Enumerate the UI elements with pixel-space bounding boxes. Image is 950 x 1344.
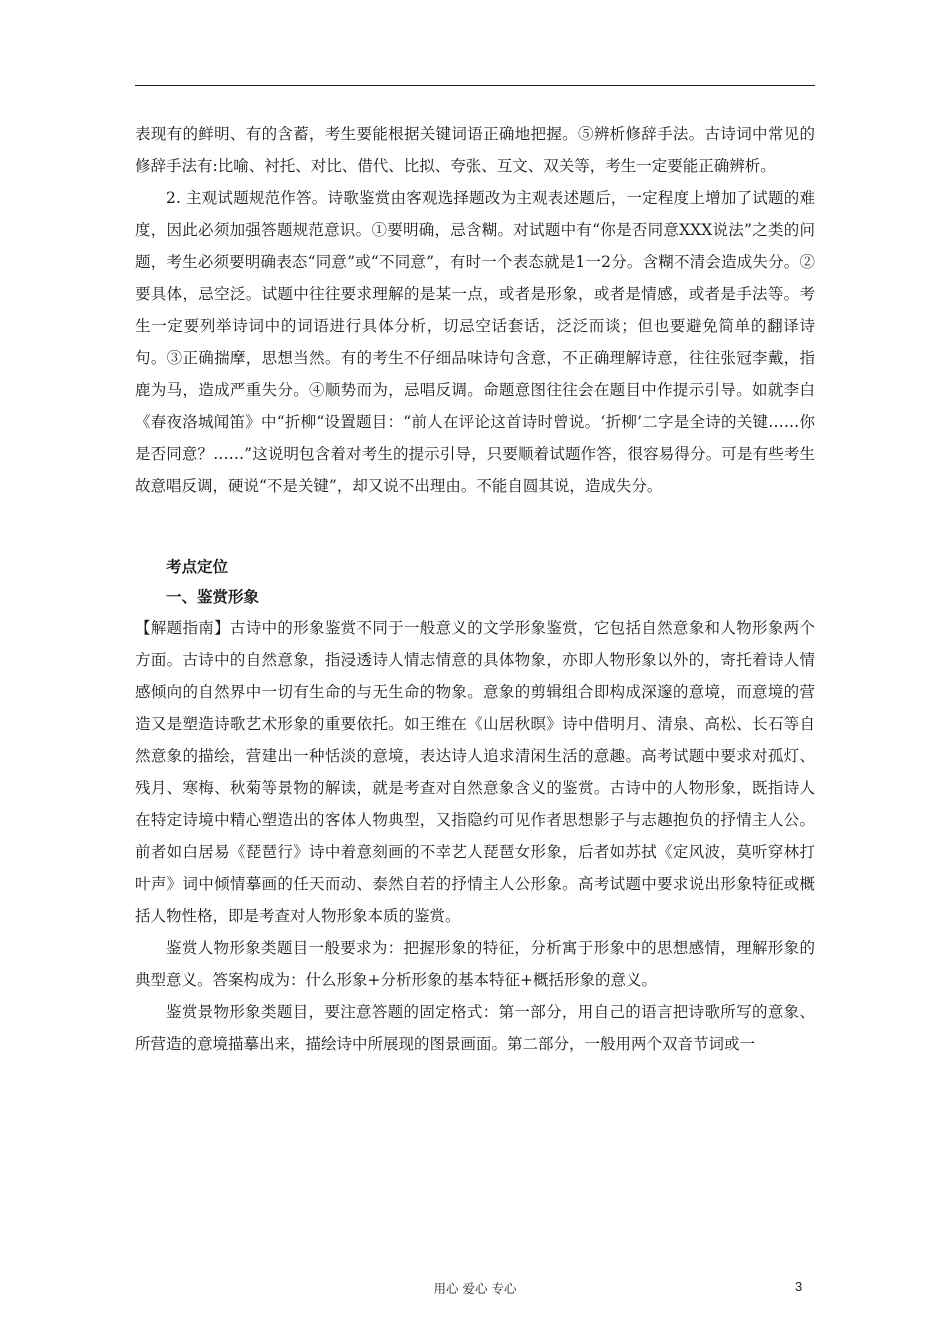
- paragraph-1: 表现有的鲜明、有的含蓄，考生要能根据关键词语正确地把握。⑤辨析修辞手法。古诗词中常见的修辞手法有:比喻、衬托、对比、借代、比拟、夸张、互文、双关等，考生一定要能正确辨析。: [135, 125, 815, 175]
- subsection-heading: 一、鉴赏形象: [166, 588, 260, 606]
- paragraph-2: 2. 主观试题规范作答。诗歌鉴赏由客观选择题改为主观表述题后，一定程度上增加了试题的难度，因此必须加强答题规范意识。①要明确，忌含糊。对试题中有“你是否同意XXX说法”之类的问题，考生必须要明确表态“同意”或“不同意”，有时一个表态就是1一2分。含糊不清会造成失分。②要具体，忌空泛。试题中往往要求理解的是某一点，或者是形象，或者是情感，或者是手法等。考生一定要列举诗词中的词语进行具体分析，切忌空话套话，泛泛而谈；但也要避免简单的翻译诗句。③正确揣摩，思想当然。有的考生不仔细品味诗句含意，不正确理解诗意，往往张冠李戴，指鹿为马，造成严重失分。④顺势而为，忌唱反调。命题意图往往会在题目中作提示引导。如就李白《春夜洛城闻笛》中“折柳“设置题目：“前人在评论这首诗时曾说。‘折柳’二字是全诗的关键……你是否同意？……”这说明包含着对考生的提示引导，只要顺着试题作答，很容易得分。可是有些考生故意唱反调，硬说“不是关键”，却又说不出理由。不能自圆其说，造成失分。: [135, 189, 815, 495]
- page-number: 3: [795, 1279, 803, 1294]
- paragraph-3: 【解题指南】古诗中的形象鉴赏不同于一般意义的文学形象鉴赏，它包括自然意象和人物形象两个方面。古诗中的自然意象，指浸透诗人情志情意的具体物象，亦即人物形象以外的，寄托着诗人情感倾向的自然界中一切有生命的与无生命的物象。意象的剪辑组合即构成深邃的意境，而意境的营造又是塑造诗歌艺术形象的重要依托。如王维在《山居秋暝》诗中借明月、清泉、高松、长石等自然意象的描绘，营建出一种恬淡的意境，表达诗人追求清闲生活的意趣。高考试题中要求对孤灯、残月、寒梅、秋菊等景物的解读，就是考查对自然意象含义的鉴赏。古诗中的人物形象，既指诗人在特定诗境中精心塑造出的客体人物典型，又指隐约可见作者思想影子与志趣抱负的抒情主人公。前者如白居易《琵琶行》诗中着意刻画的不幸艺人琵琶女形象，后者如苏拭《定风波，莫听穿林打叶声》词中倾情摹画的任天而动、泰然自若的抒情主人公形象。高考试题中要求说出形象特征或概括人物性格，即是考查对人物形象本质的鉴赏。: [135, 619, 815, 925]
- document-body: [135, 118, 815, 1060]
- paragraph-5: 鉴赏景物形象类题目，要注意答题的固定格式：第一部分，用自己的语言把诗歌所写的意象、所营造的意境描摹出来，描绘诗中所展现的图景画面。第二部分，一般用两个双音节词或一: [135, 1003, 815, 1053]
- section-spacer: [135, 502, 815, 552]
- header-rule: [135, 85, 815, 86]
- section-heading: 考点定位: [166, 558, 229, 576]
- footer-motto: 用心 爱心 专心: [433, 1281, 517, 1296]
- paragraph-4: 鉴赏人物形象类题目一般要求为：把握形象的特征，分析寓于形象中的思想感情，理解形象的典型意义。答案构成为：什么形象+分析形象的基本特征+概括形象的意义。: [135, 939, 815, 989]
